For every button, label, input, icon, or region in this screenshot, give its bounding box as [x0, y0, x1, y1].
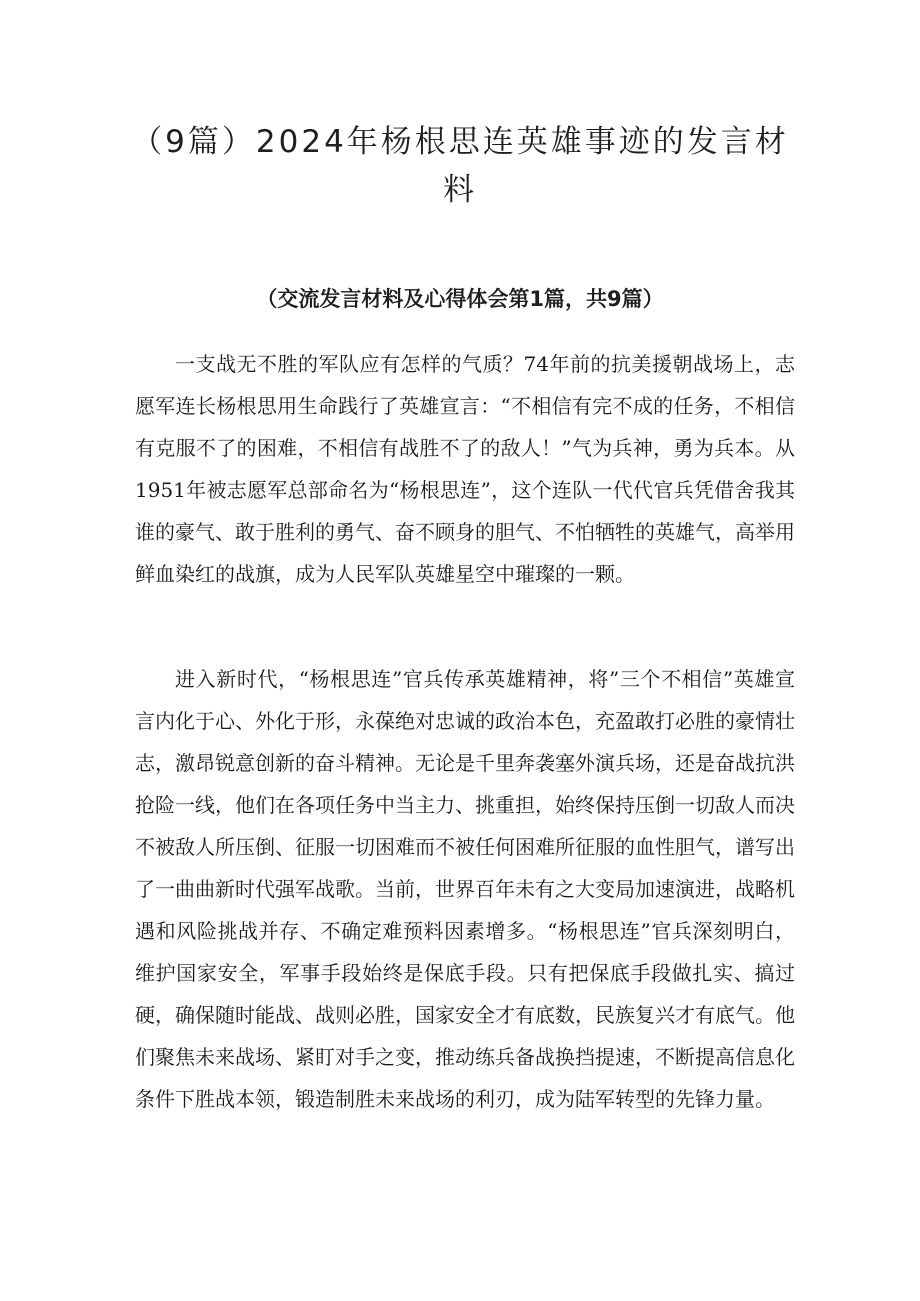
body-paragraph-1: 一支战无不胜的军队应有怎样的气质？74年前的抗美援朝战场上，志愿军连长杨根思用生命践行了英雄宣言：“不相信有完不成的任务，不相信有克服不了的困难，不相信有战胜不了的敌人！”气为兵神，勇为兵本。从1951年被志愿军总部命名为“杨根思连”，这个连队一代代官兵凭借舍我其谁的豪气、敢于胜利的勇气、奋不顾身的胆气、不怕牺牲的英雄气，高举用鲜血染红的战旗，成为人民军队英雄星空中璀璨的一颗。 [135, 352, 795, 586]
body-paragraph-2: 进入新时代，“杨根思连”官兵传承英雄精神，将”三个不相信”英雄宣言内化于心、外化于形，永葆绝对忠诚的政治本色，充盈敢打必胜的豪情壮志，激昂锐意创新的奋斗精神。无论是千里奔袭塞外演兵场，还是奋战抗洪抢险一线，他们在各项任务中当主力、挑重担，始终保持压倒一切敌人而决不被敌人所压倒、征服一切困难而不被任何困难所征服的血性胆气，谱写出了一曲曲新时代强军战歌。当前，世界百年未有之大变局加速演进，战略机遇和风险挑战并存、不确定难预料因素增多。“杨根思连”官兵深刻明白，维护国家安全，军事手段始终是保底手段。只有把保底手段做扎实、搞过硬，确保随时能战、战则必胜，国家安全才有底数，民族复兴才有底气。他们聚焦未来战场、紧盯对手之变，推动练兵备战换挡提速，不断提高信息化条件下胜战本领，锻造制胜未来战场的利刃，成为陆军转型的先锋力量。 [135, 667, 795, 1111]
document-title: （9篇）2024年杨根思连英雄事迹的发言材料 [131, 124, 789, 208]
document-subtitle: （交流发言材料及心得体会第1篇，共9篇） [256, 287, 664, 311]
